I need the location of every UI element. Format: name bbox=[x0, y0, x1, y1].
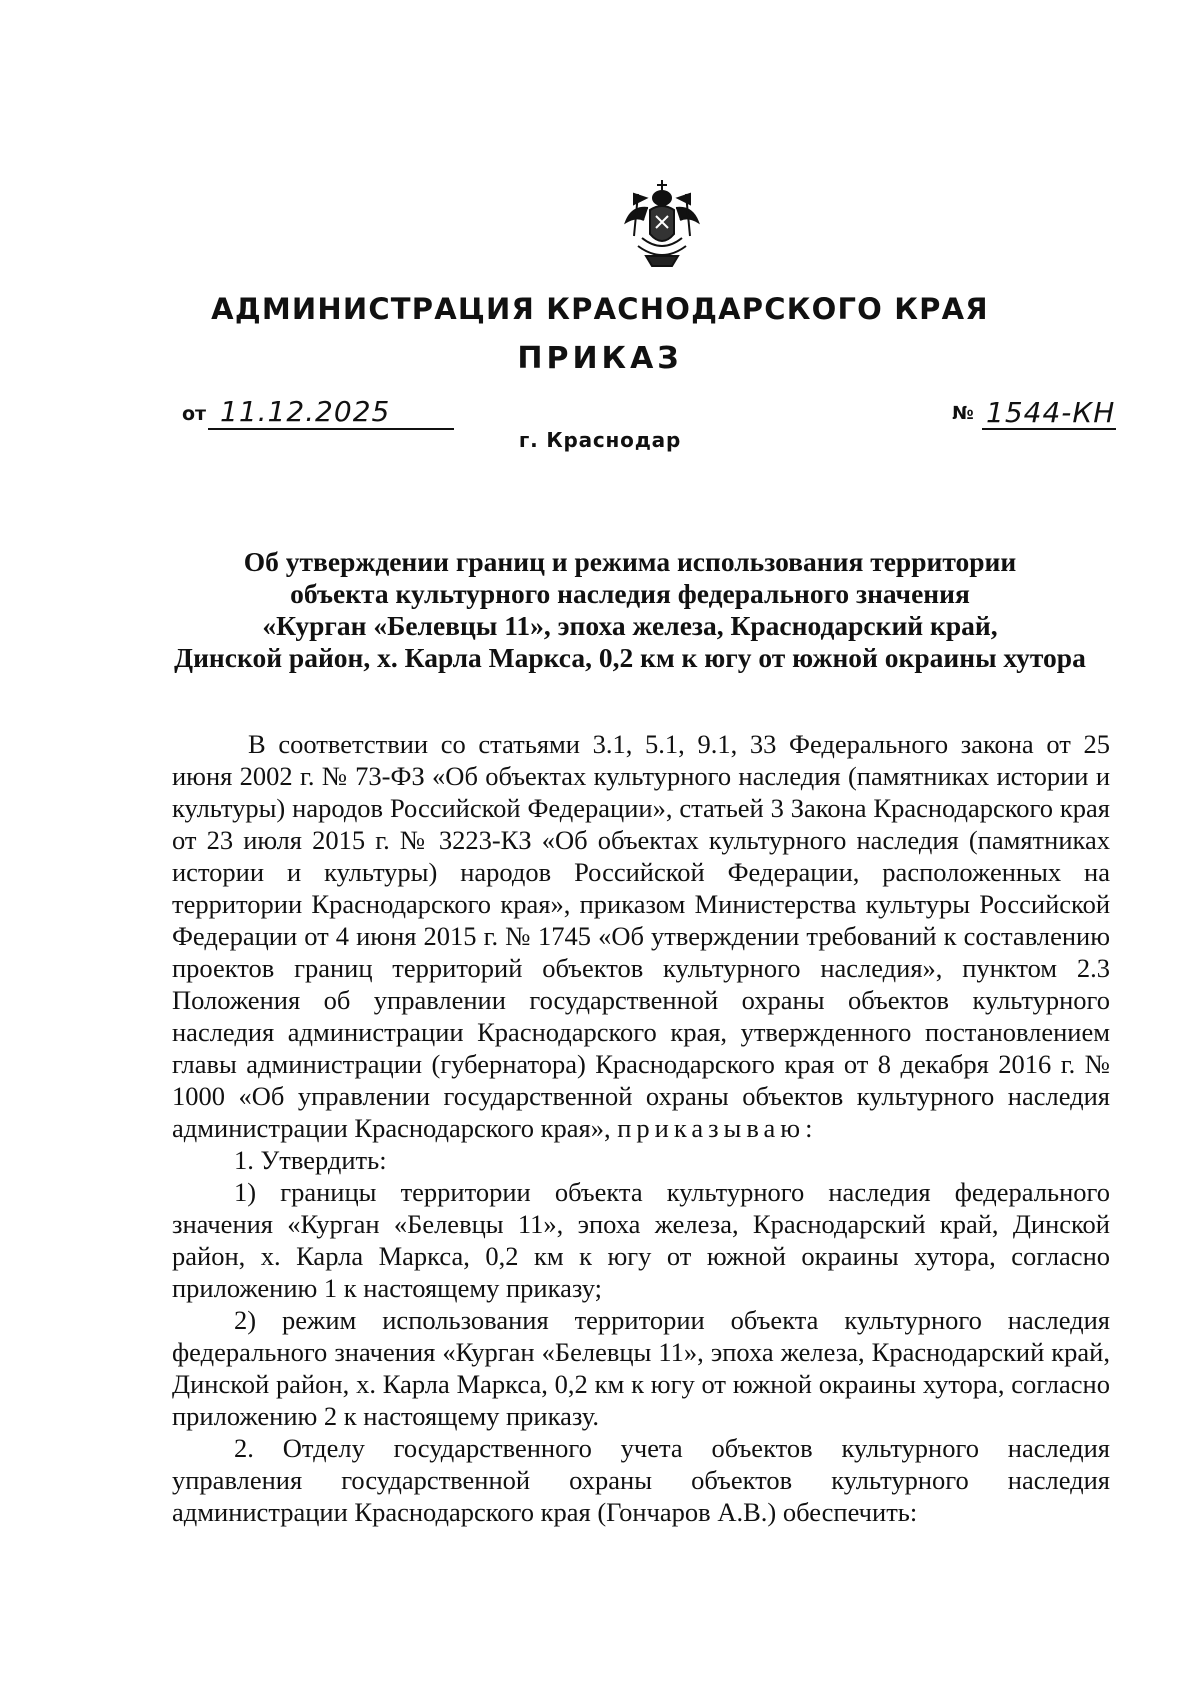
date-prefix: от bbox=[182, 403, 207, 425]
number-underline bbox=[982, 428, 1116, 430]
title-line: Об утверждении границ и режима использования территории bbox=[243, 546, 1017, 577]
title-line: объекта культурного наследия федерального значения bbox=[290, 578, 970, 609]
item-1-2: 2) режим использования территории объекта культурного наследия федерального значения «Курган «Белевцы 11», эпоха железа, Краснодарский край, Динской район, х. Карла Маркса, 0,2 км к югу от южной окраины хутора, согласно приложению 2 к настоящему приказу. bbox=[172, 1305, 1110, 1431]
preamble-paragraph bbox=[172, 728, 1110, 1144]
item-1: 1. Утвердить: bbox=[234, 1145, 387, 1175]
document-title bbox=[150, 546, 1110, 674]
number-value: 1544-КН bbox=[986, 396, 1116, 429]
title-line: Динской район, х. Карла Маркса, 0,2 км к югу от южной окраины хутора bbox=[174, 642, 1086, 673]
item-1-1: 1) границы территории объекта культурного наследия федерального значения «Курган «Белевцы 11», эпоха железа, Краснодарский край, Динской район, х. Карла Маркса, 0,2 км к югу от южной окраины хутора, согласно приложению 1 к настоящему приказу; bbox=[172, 1177, 1110, 1303]
document-body bbox=[172, 728, 1110, 1528]
date-value: 11.12.2025 bbox=[220, 395, 391, 428]
title-line: «Курган «Белевцы 11», эпоха железа, Краснодарский край, bbox=[262, 610, 998, 641]
coat-of-arms-icon bbox=[620, 176, 704, 272]
document-type: ПРИКАЗ bbox=[517, 341, 683, 376]
city-label: г. Краснодар bbox=[518, 428, 682, 452]
preamble-text: В соответствии со статьями 3.1, 5.1, 9.1, 33 Федерального закона от 25 июня 2002 г. № 73-ФЗ «Об объектах культурного наследия (памятниках истории и культуры) народов Российской Федерации», статьей 3 Закона Краснодарского края от 23 июля 2015 г. № 3223-КЗ «Об объектах культурного наследия (памятниках истории и культуры) народов Российской Федерации, расположенных на территории Краснодарского края», приказом Министерства культуры Российской Федерации от 4 июня 2015 г. № 1745 «Об утверждении требований к составлению проектов границ территорий объектов культурного наследия», пунктом 2.3 Положения об управлении государственной охраны объектов культурного наследия администрации Краснодарского края, утвержденного постановлением главы администрации (губернатора) Краснодарского края от 8 декабря 2016 г. № 1000 «Об управлении государственной охраны объектов культурного наследия администрации Краснодарского края», bbox=[172, 729, 1110, 1143]
decree-word: приказываю: bbox=[617, 1113, 818, 1143]
organization-name: АДМИНИСТРАЦИЯ КРАСНОДАРСКОГО КРАЯ bbox=[211, 292, 989, 326]
number-prefix: № bbox=[952, 403, 974, 424]
item-2: 2. Отделу государственного учета объектов культурного наследия управления государственной охраны объектов культурного наследия администрации Краснодарского края (Гончаров А.В.) обеспечить: bbox=[172, 1433, 1110, 1527]
